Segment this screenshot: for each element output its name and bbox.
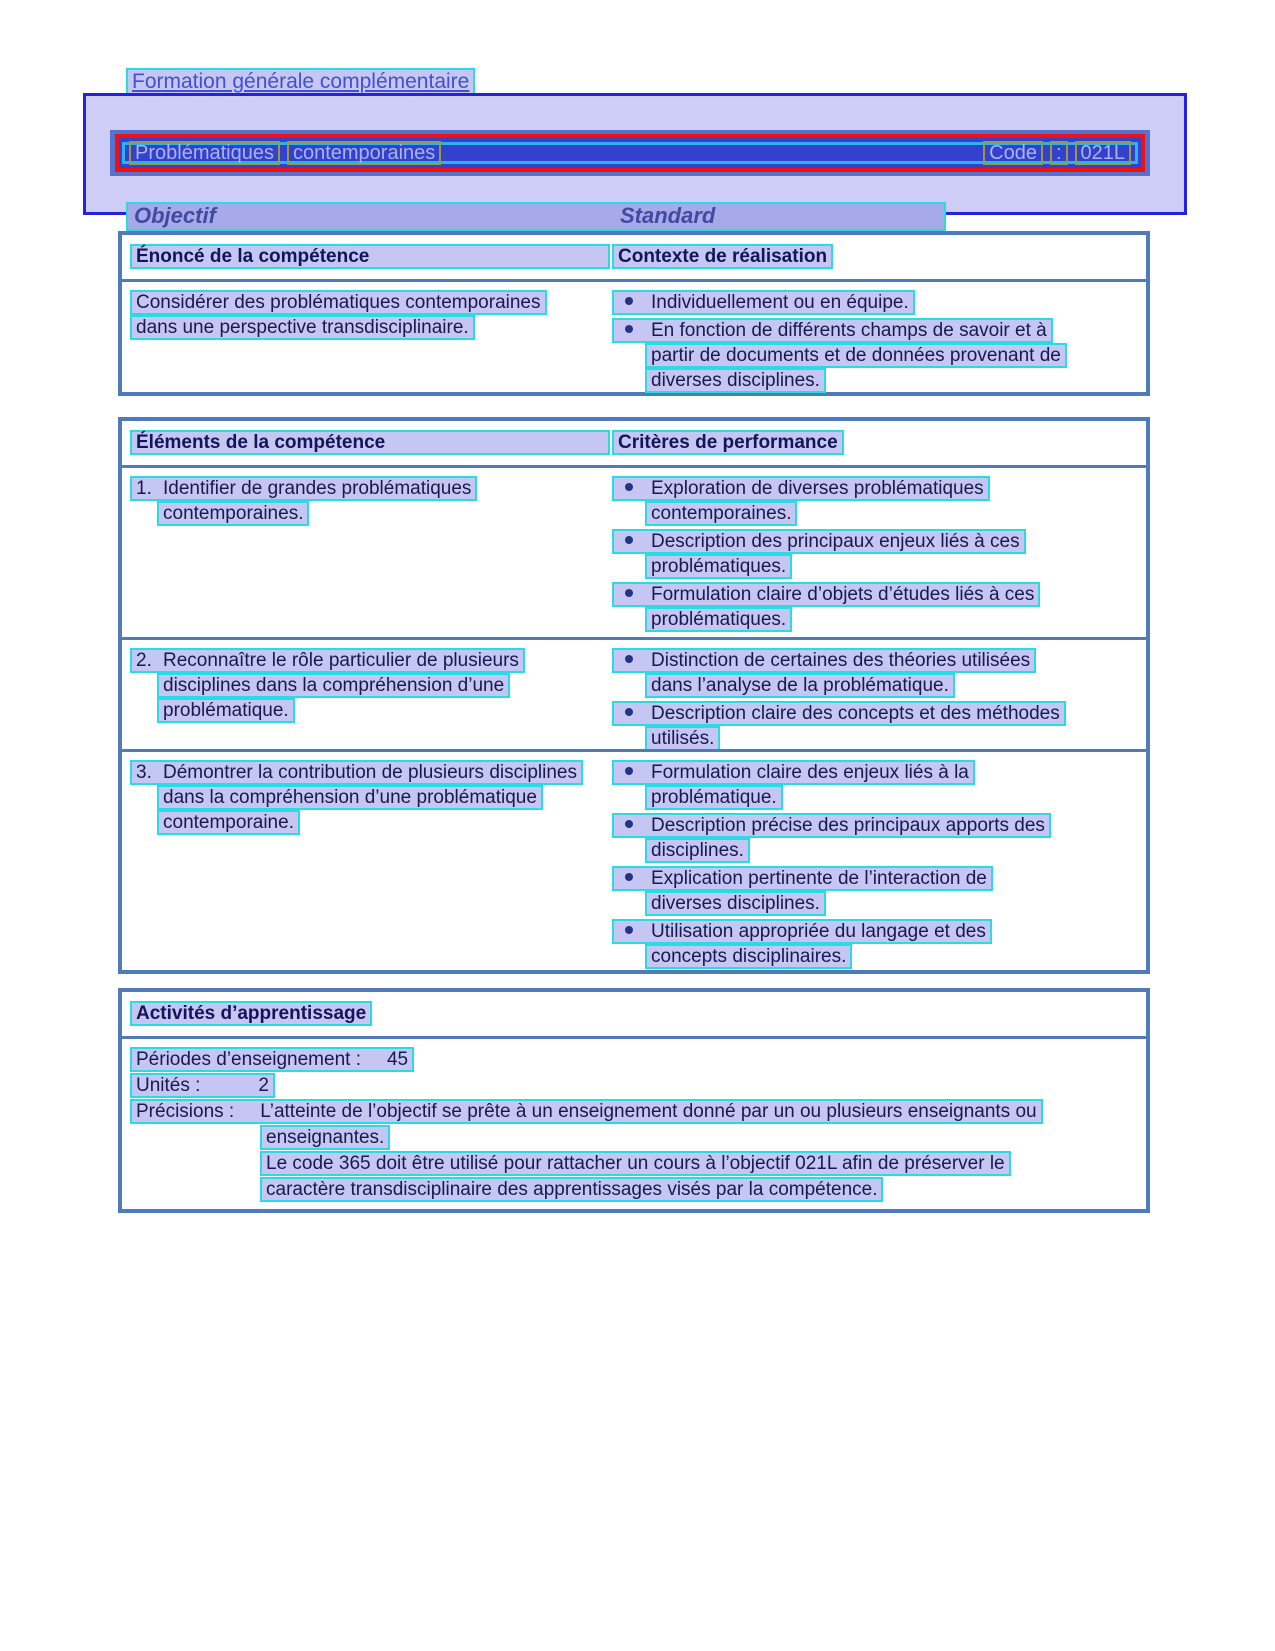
text-line: Exploration de diverses problématiques	[612, 476, 990, 501]
item-number: 2.	[136, 650, 152, 671]
text-line: Précisions : L’atteinte de l’objectif se prête à un enseignement donné par un ou plusieurs enseignants ou	[130, 1099, 1043, 1124]
text-line: caractère transdisciplinaire des apprentissages visés par la compétence.	[260, 1177, 883, 1202]
column-header: Contexte de réalisation	[612, 244, 833, 269]
column-header: Activités d’apprentissage	[130, 1001, 372, 1026]
course-banner	[110, 130, 1150, 176]
criteria-list	[612, 648, 1146, 749]
text-line: partir de documents et de données provenant de	[645, 343, 1067, 368]
code-separator: :	[1050, 141, 1068, 165]
bullet-icon	[625, 589, 633, 597]
item-number: 1.	[136, 478, 152, 499]
banner-title	[129, 141, 441, 165]
element-item	[122, 476, 612, 637]
list-item	[612, 701, 1146, 751]
element-item	[122, 648, 612, 749]
column-header: Énoncé de la compétence	[130, 244, 610, 269]
text-line: Description précise des principaux apports des	[612, 813, 1051, 838]
bullet-icon	[625, 297, 633, 305]
precisions-continuation	[260, 1125, 1146, 1151]
table-row	[122, 282, 1146, 392]
text-line: Description claire des concepts et des méthodes	[612, 701, 1066, 726]
code-label: Code	[983, 141, 1043, 165]
breadcrumb	[126, 68, 475, 96]
list-item	[612, 813, 1146, 863]
activities-table-header	[122, 992, 1146, 1039]
text-line: diverses disciplines.	[645, 891, 826, 916]
list-item	[612, 919, 1146, 969]
text-line: dans la compréhension d’une problématique	[157, 785, 543, 810]
bullet-icon	[625, 873, 633, 881]
criteria-list	[612, 476, 1146, 637]
section-headings-band	[126, 202, 946, 231]
elements-table-header	[122, 421, 1146, 468]
list-item	[612, 529, 1146, 579]
list-item	[612, 866, 1146, 916]
code-value: 021L	[1075, 141, 1132, 165]
heading-standard: Standard	[620, 203, 716, 228]
section-link[interactable]: Formation générale complémentaire	[126, 68, 475, 96]
bullet-icon	[625, 820, 633, 828]
text-line: Individuellement ou en équipe.	[612, 290, 915, 315]
banner-title-word: contemporaines	[287, 141, 441, 165]
activities-body	[122, 1039, 1146, 1209]
text-line: Description des principaux enjeux liés à ces	[612, 529, 1026, 554]
bullet-icon	[625, 483, 633, 491]
text-line: dans une perspective transdisciplinaire.	[130, 315, 475, 340]
text-line: diverses disciplines.	[645, 368, 826, 393]
text-line: Le code 365 doit être utilisé pour rattacher un cours à l’objectif 021L afin de préserver le	[260, 1151, 1011, 1176]
element-item	[122, 760, 612, 970]
bullet-icon	[625, 325, 633, 333]
text-line: enseignantes.	[260, 1125, 390, 1150]
precisions-continuation	[260, 1151, 1146, 1177]
text-line: problématique.	[157, 698, 295, 723]
text-line: contemporaines.	[645, 501, 797, 526]
elements-table	[118, 417, 1150, 974]
text-line: dans l’analyse de la problématique.	[645, 673, 955, 698]
table-row	[122, 749, 1146, 970]
list-item	[612, 476, 1146, 526]
text-line: problématiques.	[645, 554, 792, 579]
text-line: concepts disciplinaires.	[645, 944, 852, 969]
text-line: Explication pertinente de l’interaction de	[612, 866, 993, 891]
competence-statement	[122, 290, 612, 392]
text-line: Périodes d’enseignement : 45	[130, 1047, 414, 1072]
text-line: Formulation claire des enjeux liés à la	[612, 760, 975, 785]
table-row	[122, 637, 1146, 749]
text-line: utilisés.	[645, 726, 720, 751]
text-line: contemporaines.	[157, 501, 309, 526]
field-periods	[130, 1047, 1146, 1073]
banner-code	[983, 141, 1131, 165]
field-units	[130, 1073, 1146, 1099]
precisions-continuation	[260, 1177, 1146, 1203]
activities-table	[118, 988, 1150, 1213]
bullet-icon	[625, 655, 633, 663]
bullet-icon	[625, 708, 633, 716]
list-item	[612, 290, 1146, 315]
list-item	[612, 760, 1146, 810]
text-line: 3. Démontrer la contribution de plusieurs disciplines	[130, 760, 583, 785]
text-line: problématiques.	[645, 607, 792, 632]
column-header: Critères de performance	[612, 430, 844, 455]
list-item	[612, 582, 1146, 632]
criteria-list	[612, 760, 1146, 970]
text-line: Formulation claire d’objets d’études liés à ces	[612, 582, 1040, 607]
heading-objectif: Objectif	[134, 203, 216, 228]
text-line: Unités : 2	[130, 1073, 275, 1098]
text-line: Distinction de certaines des théories utilisées	[612, 648, 1036, 673]
text-line: 2. Reconnaître le rôle particulier de plusieurs	[130, 648, 525, 673]
text-line: disciplines.	[645, 838, 750, 863]
banner-text-line	[122, 142, 1138, 164]
text-line: En fonction de différents champs de savoir et à	[612, 318, 1053, 343]
text-line: Utilisation appropriée du langage et des	[612, 919, 992, 944]
bullet-icon	[625, 536, 633, 544]
field-precisions	[130, 1099, 1146, 1125]
list-item	[612, 318, 1146, 393]
banner-title-word: Problématiques	[129, 141, 280, 165]
text-line: Considérer des problématiques contemporaines	[130, 290, 547, 315]
bullet-icon	[625, 767, 633, 775]
text-line: problématique.	[645, 785, 783, 810]
text-line: disciplines dans la compréhension d’une	[157, 673, 510, 698]
competence-table-header	[122, 235, 1146, 282]
context-list	[612, 290, 1146, 392]
banner-red-frame	[115, 134, 1145, 172]
bullet-icon	[625, 926, 633, 934]
table-row	[122, 468, 1146, 637]
item-number: 3.	[136, 762, 152, 783]
list-item	[612, 648, 1146, 698]
competence-table	[118, 231, 1150, 396]
column-header: Éléments de la compétence	[130, 430, 610, 455]
text-line: 1. Identifier de grandes problématiques	[130, 476, 477, 501]
text-line: contemporaine.	[157, 810, 300, 835]
